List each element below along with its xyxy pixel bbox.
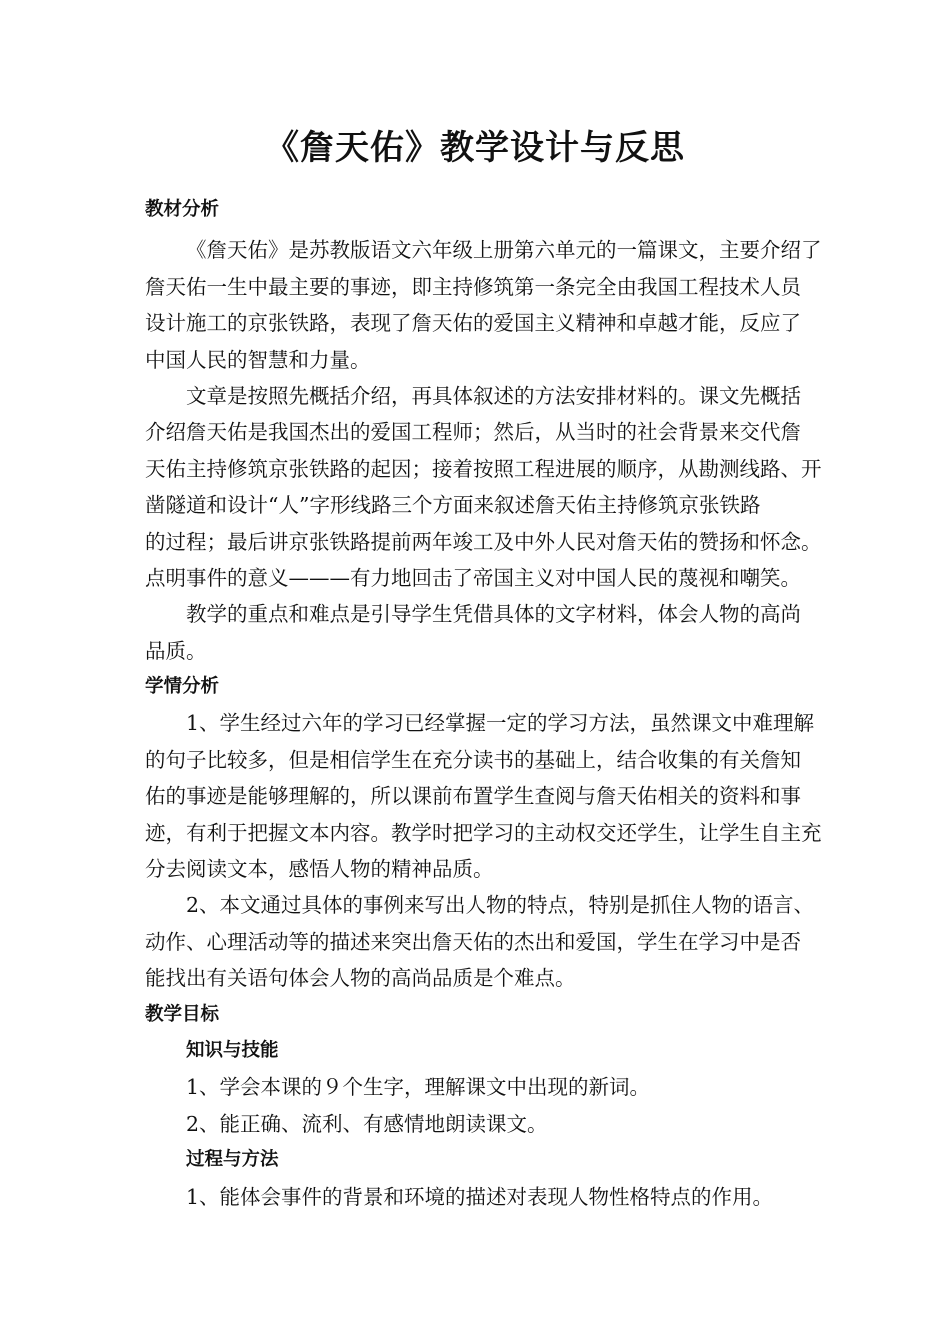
subheading-knowledge: 知识与技能 [186, 1039, 279, 1061]
paragraph-line: 介绍詹天佑是我国杰出的爱国工程师；然后，从当时的社会背景来交代詹 [145, 420, 801, 445]
paragraph-line: 1、学生经过六年的学习已经掌握一定的学习方法，虽然课文中难理解 [186, 711, 815, 736]
list-item: 1、学会本课的９个生字，理解课文中出现的新词。 [186, 1075, 651, 1100]
paragraph-line: 动作、心理活动等的描述来突出詹天佑的杰出和爱国，学生在学习中是否 [145, 929, 801, 954]
paragraph-line: 品质。 [145, 638, 207, 663]
paragraph-line: 詹天佑一生中最主要的事迹，即主持修筑第一条完全由我国工程技术人员 [145, 274, 801, 299]
paragraph [145, 232, 822, 378]
paragraph-line: 的过程；最后讲京张铁路提前两年竣工及中外人民对詹天佑的赞扬和怀念。 [145, 529, 822, 554]
paragraph [145, 887, 813, 996]
paragraph-line: 的句子比较多，但是相信学生在充分读书的基础上，结合收集的有关詹知 [145, 747, 801, 772]
list-item: 2、能正确、流利、有感情地朗读课文。 [186, 1111, 548, 1136]
paragraph-line: 凿隧道和设计“人”字形线路三个方面来叙述詹天佑主持修筑京张铁路 [145, 493, 761, 518]
section-heading-students: 学情分析 [145, 676, 220, 698]
paragraph [145, 596, 813, 669]
paragraph-line: 2、本文通过具体的事例来写出人物的特点，特别是抓住人物的语言、 [186, 893, 815, 918]
paragraph-line: 点明事件的意义———有力地回击了帝国主义对中国人民的蔑视和嘲笑。 [145, 565, 801, 590]
paragraph-line: 天佑主持修筑京张铁路的起因；接着按照工程进展的顺序，从勘测线路、开 [145, 456, 822, 481]
document-body [145, 192, 822, 1215]
section-heading-material: 教材分析 [145, 199, 220, 220]
document-title: 《詹天佑》教学设计与反思 [265, 128, 685, 168]
subheading-process: 过程与方法 [186, 1149, 279, 1171]
section-heading-goals: 教学目标 [145, 1003, 220, 1025]
paragraph [145, 378, 822, 596]
paragraph [145, 705, 822, 887]
paragraph-line: 能找出有关语句体会人物的高尚品质是个难点。 [145, 966, 576, 991]
paragraph-line: 设计施工的京张铁路，表现了詹天佑的爱国主义精神和卓越才能，反应了 [145, 311, 801, 336]
paragraph-line: 教学的重点和难点是引导学生凭借具体的文字材料，体会人物的高尚 [186, 602, 801, 627]
paragraph-line: 文章是按照先概括介绍，再具体叙述的方法安排材料的。课文先概括 [186, 383, 801, 408]
paragraph-line: 《詹天佑》是苏教版语文六年级上册第六单元的一篇课文，主要介绍了 [186, 238, 822, 263]
paragraph-line: 迹，有利于把握文本内容。教学时把学习的主动权交还学生，让学生自主充 [145, 820, 822, 845]
paragraph-line: 中国人民的智慧和力量。 [145, 347, 371, 372]
list-item: 1、能体会事件的背景和环境的描述对表现人物性格特点的作用。 [186, 1184, 774, 1209]
paragraph-line: 分去阅读文本，感悟人物的精神品质。 [145, 857, 494, 882]
paragraph-line: 佑的事迹是能够理解的，所以课前布置学生查阅与詹天佑相关的资料和事 [145, 784, 801, 809]
